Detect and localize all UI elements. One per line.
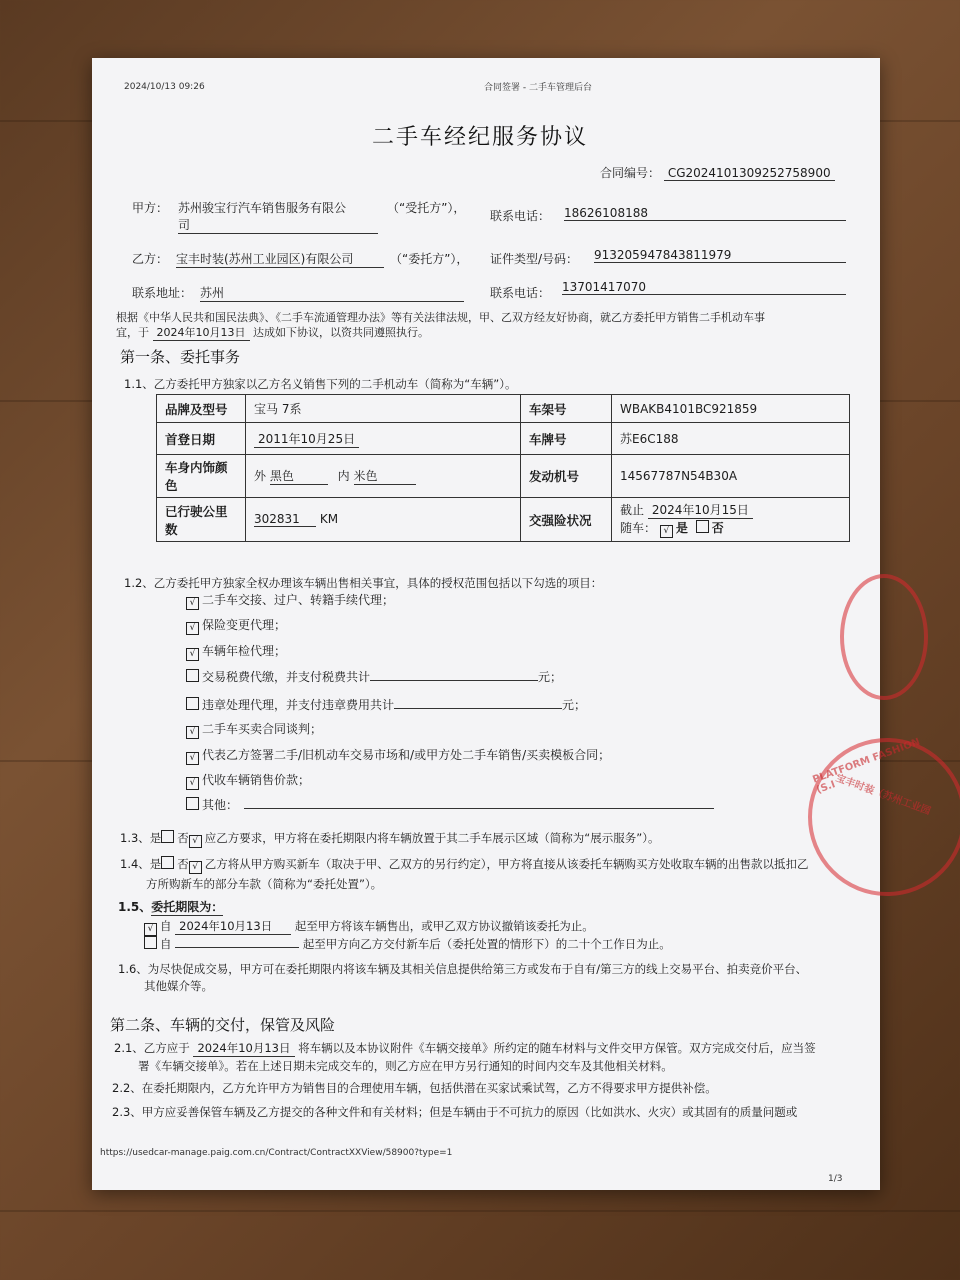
clause-1-1: 1.1、乙方委托甲方独家以乙方名义销售下列的二手机动车（简称为“车辆”）。 <box>124 377 517 391</box>
seal-text: PLATFORM FASHION (S.I 宝丰时装（苏州工业园 <box>811 736 932 818</box>
section2-title: 第二条、车辆的交付，保管及风险 <box>110 1016 336 1034</box>
section1-title: 第一条、委托事务 <box>120 348 241 366</box>
clause-1-3-no-checkbox[interactable]: √ <box>189 835 202 848</box>
color-cell: 外 黑色 内 米色 <box>246 455 521 498</box>
contract-number-row <box>600 164 835 181</box>
reg-date-label: 首登日期 <box>157 423 246 455</box>
insurance-label: 交强险状况 <box>521 498 612 542</box>
option-checkbox[interactable]: √ <box>186 752 199 765</box>
option-checkbox[interactable]: √ <box>186 726 199 739</box>
clause-2-2: 2.2、在委托期限内，乙方允许甲方为销售目的合理使用车辆，包括供潜在买家试乘试驾，乙方不得要求甲方提供补偿。 <box>112 1081 717 1095</box>
party-b-id-label: 证件类型/号码： <box>490 252 579 266</box>
contract-number-label: 合同编号： <box>600 166 661 180</box>
party-b-role: （“委托方”）， <box>390 252 469 266</box>
contract-number: CG2024101309252758900 <box>664 166 835 181</box>
engine-label: 发动机号 <box>521 455 612 498</box>
document-title: 二手车经纪服务协议 <box>372 125 589 150</box>
interior-color: 米色 <box>354 467 416 485</box>
option-collect-payment: √ 代收车辆销售价款； <box>186 771 310 790</box>
color-label: 车身内饰颜色 <box>157 455 246 498</box>
party-a-role: （“受托方”）， <box>387 201 466 215</box>
party-a-label: 甲方： <box>132 201 169 215</box>
print-page-title: 合同签署 - 二手车管理后台 <box>484 83 592 93</box>
party-b-label: 乙方： <box>132 252 169 266</box>
party-a-phone-label: 联系电话： <box>490 209 551 223</box>
brand-label: 品牌及型号 <box>157 395 246 423</box>
option-insurance: √ 保险变更代理； <box>186 616 286 635</box>
agreement-date: 2024年10月13日 <box>153 324 250 341</box>
company-seal <box>808 738 960 896</box>
insurance-cell: 截止 2024年10月15日 随车： √ 是 否 <box>612 498 850 542</box>
option-tax: 交易税费代缴，并支付税费共计 元； <box>186 668 562 685</box>
clause-1-5: 1.5、委托期限为： <box>118 900 224 914</box>
mileage-label: 已行驶公里数 <box>157 498 246 542</box>
plate-value: 苏E6C188 <box>612 423 850 455</box>
term-option-1-checkbox[interactable]: √ <box>144 923 157 936</box>
clause-1-4-line2: 方所购新车的部分车款（简称为“委托处置”）。 <box>146 877 383 891</box>
term-start-date: 2024年10月13日 <box>175 918 291 935</box>
term-option-2: 自 起至甲方向乙方交付新车后（委托处置的情形下）的二十个工作日为止。 <box>144 936 671 952</box>
intro-line2: 宜，于 2024年10月13日 达成如下协议，以资共同遵照执行。 <box>116 326 429 339</box>
seal-fragment <box>840 574 928 700</box>
brand-value: 宝马 7系 <box>246 395 521 423</box>
page-number: 1/3 <box>828 1174 843 1184</box>
option-violation: 违章处理代理，并支付违章费用共计 元； <box>186 696 586 713</box>
footer-url: https://usedcar-manage.paig.com.cn/Contract/ContractXXView/58900?type=1 <box>100 1148 453 1158</box>
mileage-value: 302831 <box>254 512 316 527</box>
option-negotiation: √ 二手车买卖合同谈判； <box>186 720 322 739</box>
option-checkbox[interactable]: √ <box>186 622 199 635</box>
party-b-address: 苏州 <box>200 284 464 302</box>
option-checkbox[interactable] <box>186 669 199 682</box>
option-checkbox[interactable] <box>186 797 199 810</box>
option-checkbox[interactable]: √ <box>186 597 199 610</box>
intro-line1: 根据《中华人民共和国民法典》、《二手车流通管理办法》等有关法律法规，甲、乙双方经友好协商，就乙方委托甲方销售二手机动车事 <box>116 311 765 324</box>
clause-2-3: 2.3、甲方应妥善保管车辆及乙方提交的各种文件和有关材料；但是车辆由于不可抗力的原因（比如洪水、火灾）或其固有的质量问题或 <box>112 1105 798 1119</box>
clause-1-6-line2: 其他媒介等。 <box>144 979 213 993</box>
option-inspection: √ 车辆年检代理； <box>186 642 286 661</box>
party-b-phone: 13701417070 <box>562 280 846 295</box>
clause-1-3: 1.3、是 否 √ 应乙方要求，甲方将在委托期限内将车辆放置于其二手车展示区域（简称为“展示服务”）。 <box>120 831 660 846</box>
insurance-date: 2024年10月15日 <box>648 501 753 519</box>
clause-1-4-yes-checkbox[interactable] <box>161 856 174 869</box>
party-a-name-line2: 司 <box>178 216 378 234</box>
term-label: 委托期限为： <box>151 900 224 914</box>
party-a-name: 苏州骏宝行汽车销售服务有限公 <box>178 201 347 215</box>
vin-label: 车架号 <box>521 395 612 423</box>
option-other: 其他： <box>186 796 714 813</box>
vehicle-table <box>156 394 850 542</box>
clause-2-1: 2.1、乙方应于 2024年10月13日 将车辆以及本协议附件《车辆交接单》所约定的随车材料与文件交甲方保管。双方完成交付后，应当签 <box>114 1041 816 1055</box>
party-b-address-label: 联系地址： <box>132 286 193 300</box>
option-checkbox[interactable] <box>186 697 199 710</box>
insurance-no-checkbox[interactable] <box>696 520 709 533</box>
reg-date-cell <box>246 423 521 455</box>
clause-1-4-no-checkbox[interactable]: √ <box>189 861 202 874</box>
party-b-id: 913205947843811979 <box>594 248 846 263</box>
option-transfer: √ 二手车交接、过户、转籍手续代理； <box>186 591 394 610</box>
option-sign-contract: √ 代表乙方签署二手/旧机动车交易市场和/或甲方处二手车销售/买卖模板合同； <box>186 746 610 765</box>
clause-1-6: 1.6、为尽快促成交易，甲方可在委托期限内将该车辆及其相关信息提供给第三方或发布于自有/第三方的线上交易平台、拍卖竞价平台、 <box>118 962 808 976</box>
party-b-name: 宝丰时装(苏州工业园区)有限公司 <box>176 250 384 268</box>
contract-page <box>92 58 932 1190</box>
term-option-1: √ 自 2024年10月13日 起至甲方将该车辆售出，或甲乙双方协议撤销该委托为止。 <box>144 918 594 936</box>
reg-date-value: 2011年10月25日 <box>254 430 359 448</box>
mileage-cell: 302831 KM <box>246 498 521 542</box>
clause-1-4: 1.4、是 否 √ 乙方将从甲方购买新车（取决于甲、乙双方的另行约定），甲方将直接从该委托车辆购买方处收取车辆的出售款以抵扣乙 <box>120 857 809 872</box>
insurance-yes-checkbox[interactable]: √ <box>660 525 673 538</box>
engine-value: 14567787N54B30A <box>612 455 850 498</box>
print-datetime: 2024/10/13 09:26 <box>124 82 205 92</box>
handover-date: 2024年10月13日 <box>193 1040 294 1057</box>
party-b-phone-label: 联系电话： <box>490 286 551 300</box>
option-checkbox[interactable]: √ <box>186 777 199 790</box>
clause-2-1-line2: 署《车辆交接单》。若在上述日期未完成交车的，则乙方应在甲方另行通知的时间内交车及其他相关材料。 <box>138 1059 673 1073</box>
plate-label: 车牌号 <box>521 423 612 455</box>
term-option-2-checkbox[interactable] <box>144 936 157 949</box>
vin-value: WBAKB4101BC921859 <box>612 395 850 423</box>
party-a-phone: 18626108188 <box>564 206 846 221</box>
clause-1-3-yes-checkbox[interactable] <box>161 830 174 843</box>
option-checkbox[interactable]: √ <box>186 648 199 661</box>
clause-1-2: 1.2、乙方委托甲方独家全权办理该车辆出售相关事宜，具体的授权范围包括以下勾选的项目： <box>124 576 603 590</box>
exterior-color: 黑色 <box>270 467 328 485</box>
